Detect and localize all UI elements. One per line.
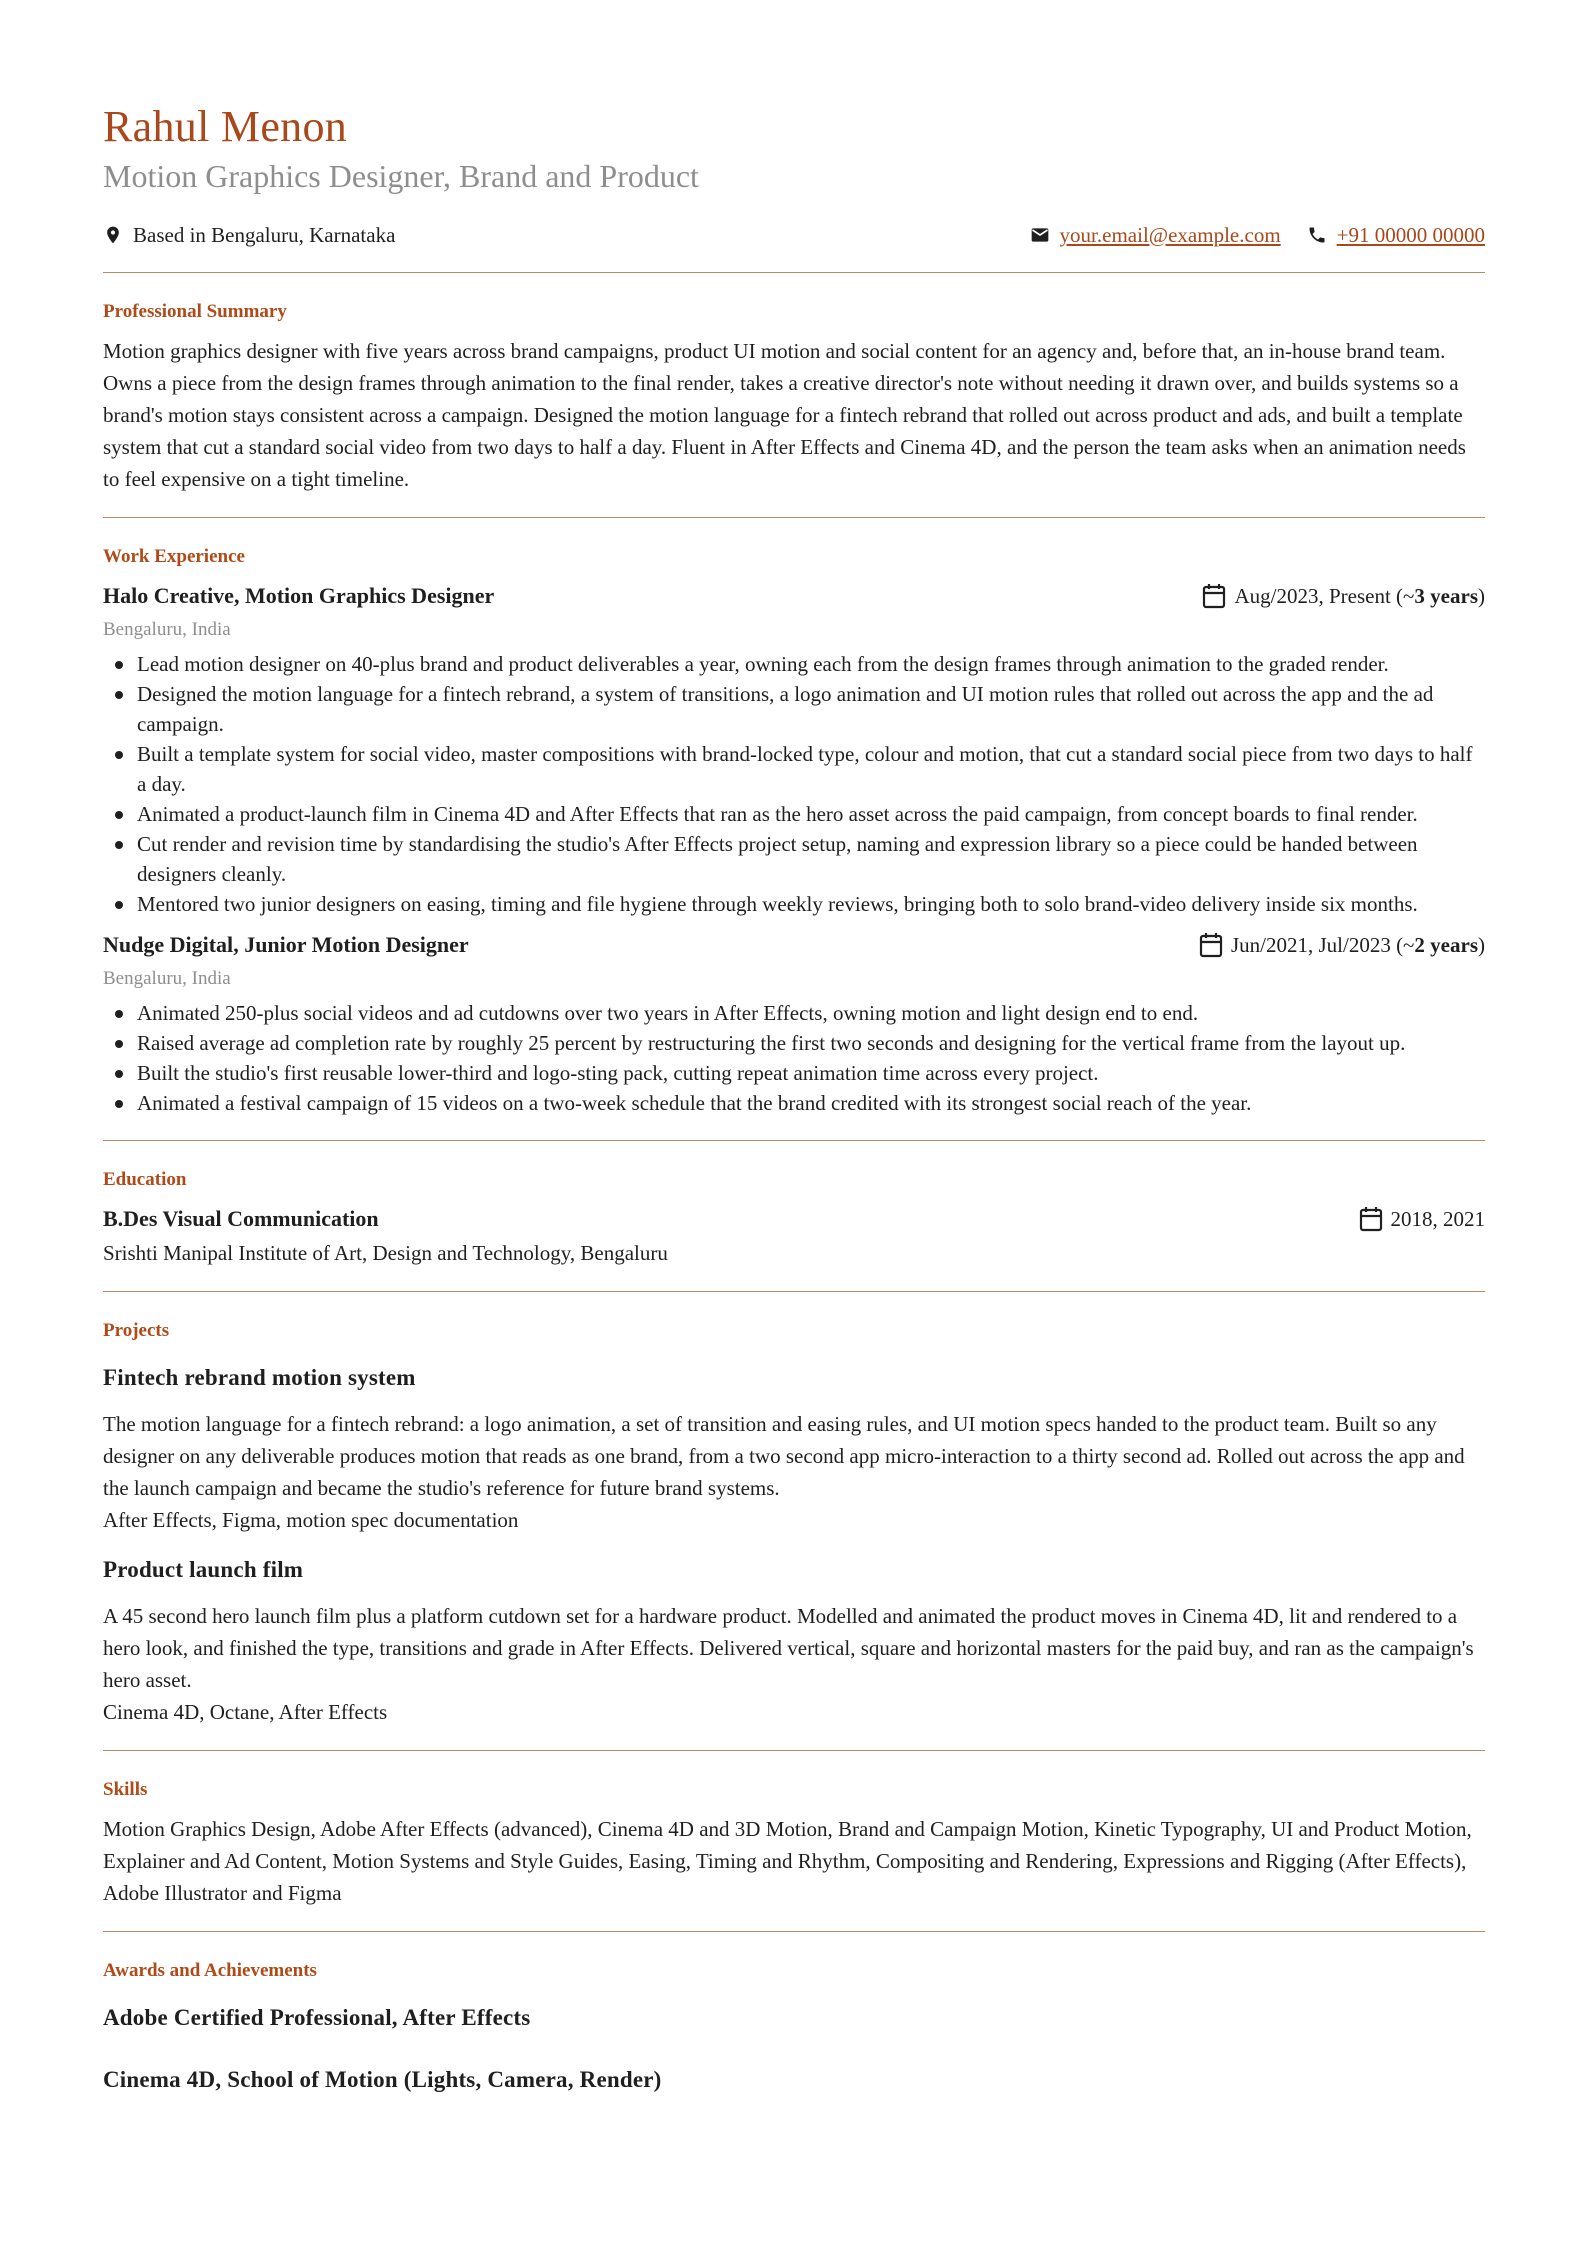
- phone-icon: [1307, 225, 1327, 245]
- job-title: Halo Creative, Motion Graphics Designer: [103, 583, 495, 608]
- job-dates: Jun/2021, Jul/2023 (~ 2 years ): [1199, 929, 1485, 961]
- project-title: Fintech rebrand motion system: [103, 1365, 416, 1390]
- list-item: Built the studio's first reusable lower-third and logo-sting pack, cutting repeat animation time across every project.: [103, 1058, 1485, 1088]
- list-item: Animated a product-launch film in Cinema 4D and After Effects that ran as the hero asset across the paid campaign, from concept boards to final render.: [103, 799, 1485, 829]
- award-item: Adobe Certified Professional, After Effects: [103, 2005, 531, 2030]
- section-heading: Professional Summary: [103, 301, 287, 322]
- list-item: Animated 250-plus social videos and ad cutdowns over two years in After Effects, owning motion and light design end to end.: [103, 998, 1485, 1028]
- calendar-icon: [1202, 583, 1226, 609]
- job-location: Bengaluru, India: [103, 619, 231, 640]
- section-heading: Projects: [103, 1320, 170, 1341]
- project-entry: [103, 1362, 1485, 1536]
- school-name: Srishti Manipal Institute of Art, Design and Technology, Bengaluru: [103, 1241, 668, 1265]
- section-heading: Work Experience: [103, 546, 245, 567]
- location-item: [103, 223, 395, 248]
- education-dates: 2018, 2021: [1359, 1203, 1486, 1235]
- summary-section: [103, 273, 1485, 495]
- job-entry: [103, 580, 1485, 919]
- job-entry: [103, 929, 1485, 1118]
- list-item: Cut render and revision time by standardising the studio's After Effects project setup, naming and expression library so a piece could be handed between designers cleanly.: [103, 829, 1485, 889]
- list-item: Animated a festival campaign of 15 videos on a two-week schedule that the brand credited with its strongest social reach of the year.: [103, 1088, 1485, 1118]
- degree-title: B.Des Visual Communication: [103, 1206, 379, 1231]
- section-heading: Awards and Achievements: [103, 1960, 317, 1981]
- project-description: A 45 second hero launch film plus a platform cutdown set for a hardware product. Modelled and animated the product moves in Cinema 4D, lit and rendered to a hero look, and finished the type, transitions and grade in After Effects. Delivered vertical, square and horizontal masters for the paid buy, and ran as the campaign's hero asset.: [103, 1604, 1474, 1692]
- phone-item: [1307, 223, 1485, 248]
- education-section: [103, 1141, 1485, 1269]
- skills-section: [103, 1751, 1485, 1909]
- section-heading: Skills: [103, 1779, 148, 1800]
- list-item: Built a template system for social video, master compositions with brand-locked type, colour and motion, that cut a standard social piece from two days to half a day.: [103, 739, 1485, 799]
- project-description: The motion language for a fintech rebrand: a logo animation, a set of transition and easing rules, and UI motion specs handed to the product team. Built so any designer on any deliverable produces motion that reads as one brand, from a two second app micro-interaction to a thirty second ad. Rolled out across the app and the launch campaign and became the studio's reference for future brand systems.: [103, 1412, 1465, 1500]
- envelope-icon: [1030, 225, 1050, 245]
- email-link[interactable]: your.email@example.com: [1059, 222, 1281, 247]
- contact-bar: [103, 220, 1485, 250]
- summary-text: Motion graphics designer with five years across brand campaigns, product UI motion and social content for an agency and, before that, an in-house brand team. Owns a piece from the design frames through animation to the final render, takes a creative director's note without needing it drawn over, and builds systems so a brand's motion stays consistent across a campaign. Designed the motion language for a fintech rebrand that rolled out across product and ads, and built a template system that cut a standard social video from two days to half a day. Fluent in After Effects and Cinema 4D, and the person the team asks when an animation needs to feel expensive on a tight timeline.: [103, 339, 1466, 491]
- candidate-title: Motion Graphics Designer, Brand and Product: [103, 158, 699, 194]
- calendar-icon: [1359, 1206, 1383, 1232]
- list-item: Raised average ad completion rate by roughly 25 percent by restructuring the first two seconds and designing for the vertical frame from the layout up.: [103, 1028, 1485, 1058]
- project-tools: After Effects, Figma, motion spec documentation: [103, 1508, 519, 1532]
- location-text: Based in Bengaluru, Karnataka: [133, 222, 396, 247]
- email-item: [1030, 223, 1281, 248]
- list-item: Designed the motion language for a fintech rebrand, a system of transitions, a logo animation and UI motion rules that rolled out across the app and the ad campaign.: [103, 679, 1485, 739]
- project-title: Product launch film: [103, 1557, 304, 1582]
- calendar-icon: [1199, 932, 1223, 958]
- phone-link[interactable]: +91 00000 00000: [1336, 222, 1485, 247]
- location-pin-icon: [103, 225, 123, 245]
- job-bullets: [103, 649, 1485, 919]
- awards-section: [103, 1932, 1485, 2096]
- project-entry: [103, 1554, 1485, 1728]
- project-tools: Cinema 4D, Octane, After Effects: [103, 1700, 388, 1724]
- job-dates: Aug/2023, Present (~ 3 years ): [1202, 580, 1485, 612]
- job-bullets: [103, 998, 1485, 1118]
- projects-section: [103, 1292, 1485, 1728]
- job-title: Nudge Digital, Junior Motion Designer: [103, 932, 469, 957]
- list-item: Lead motion designer on 40-plus brand and product deliverables a year, owning each from the design frames through animation to the graded render.: [103, 649, 1485, 679]
- candidate-name: Rahul Menon: [103, 102, 348, 151]
- experience-section: [103, 518, 1485, 1118]
- award-item: Cinema 4D, School of Motion (Lights, Camera, Render): [103, 2067, 662, 2092]
- section-heading: Education: [103, 1169, 187, 1190]
- list-item: Mentored two junior designers on easing, timing and file hygiene through weekly reviews, bringing both to solo brand-video delivery inside six months.: [103, 889, 1485, 919]
- job-location: Bengaluru, India: [103, 968, 231, 989]
- skills-text: Motion Graphics Design, Adobe After Effects (advanced), Cinema 4D and 3D Motion, Brand and Campaign Motion, Kinetic Typography, UI and Product Motion, Explainer and Ad Content, Motion Systems and Style Guides, Easing, Timing and Rhythm, Compositing and Rendering, Expressions and Rigging (After Effects), Adobe Illustrator and Figma: [103, 1817, 1472, 1905]
